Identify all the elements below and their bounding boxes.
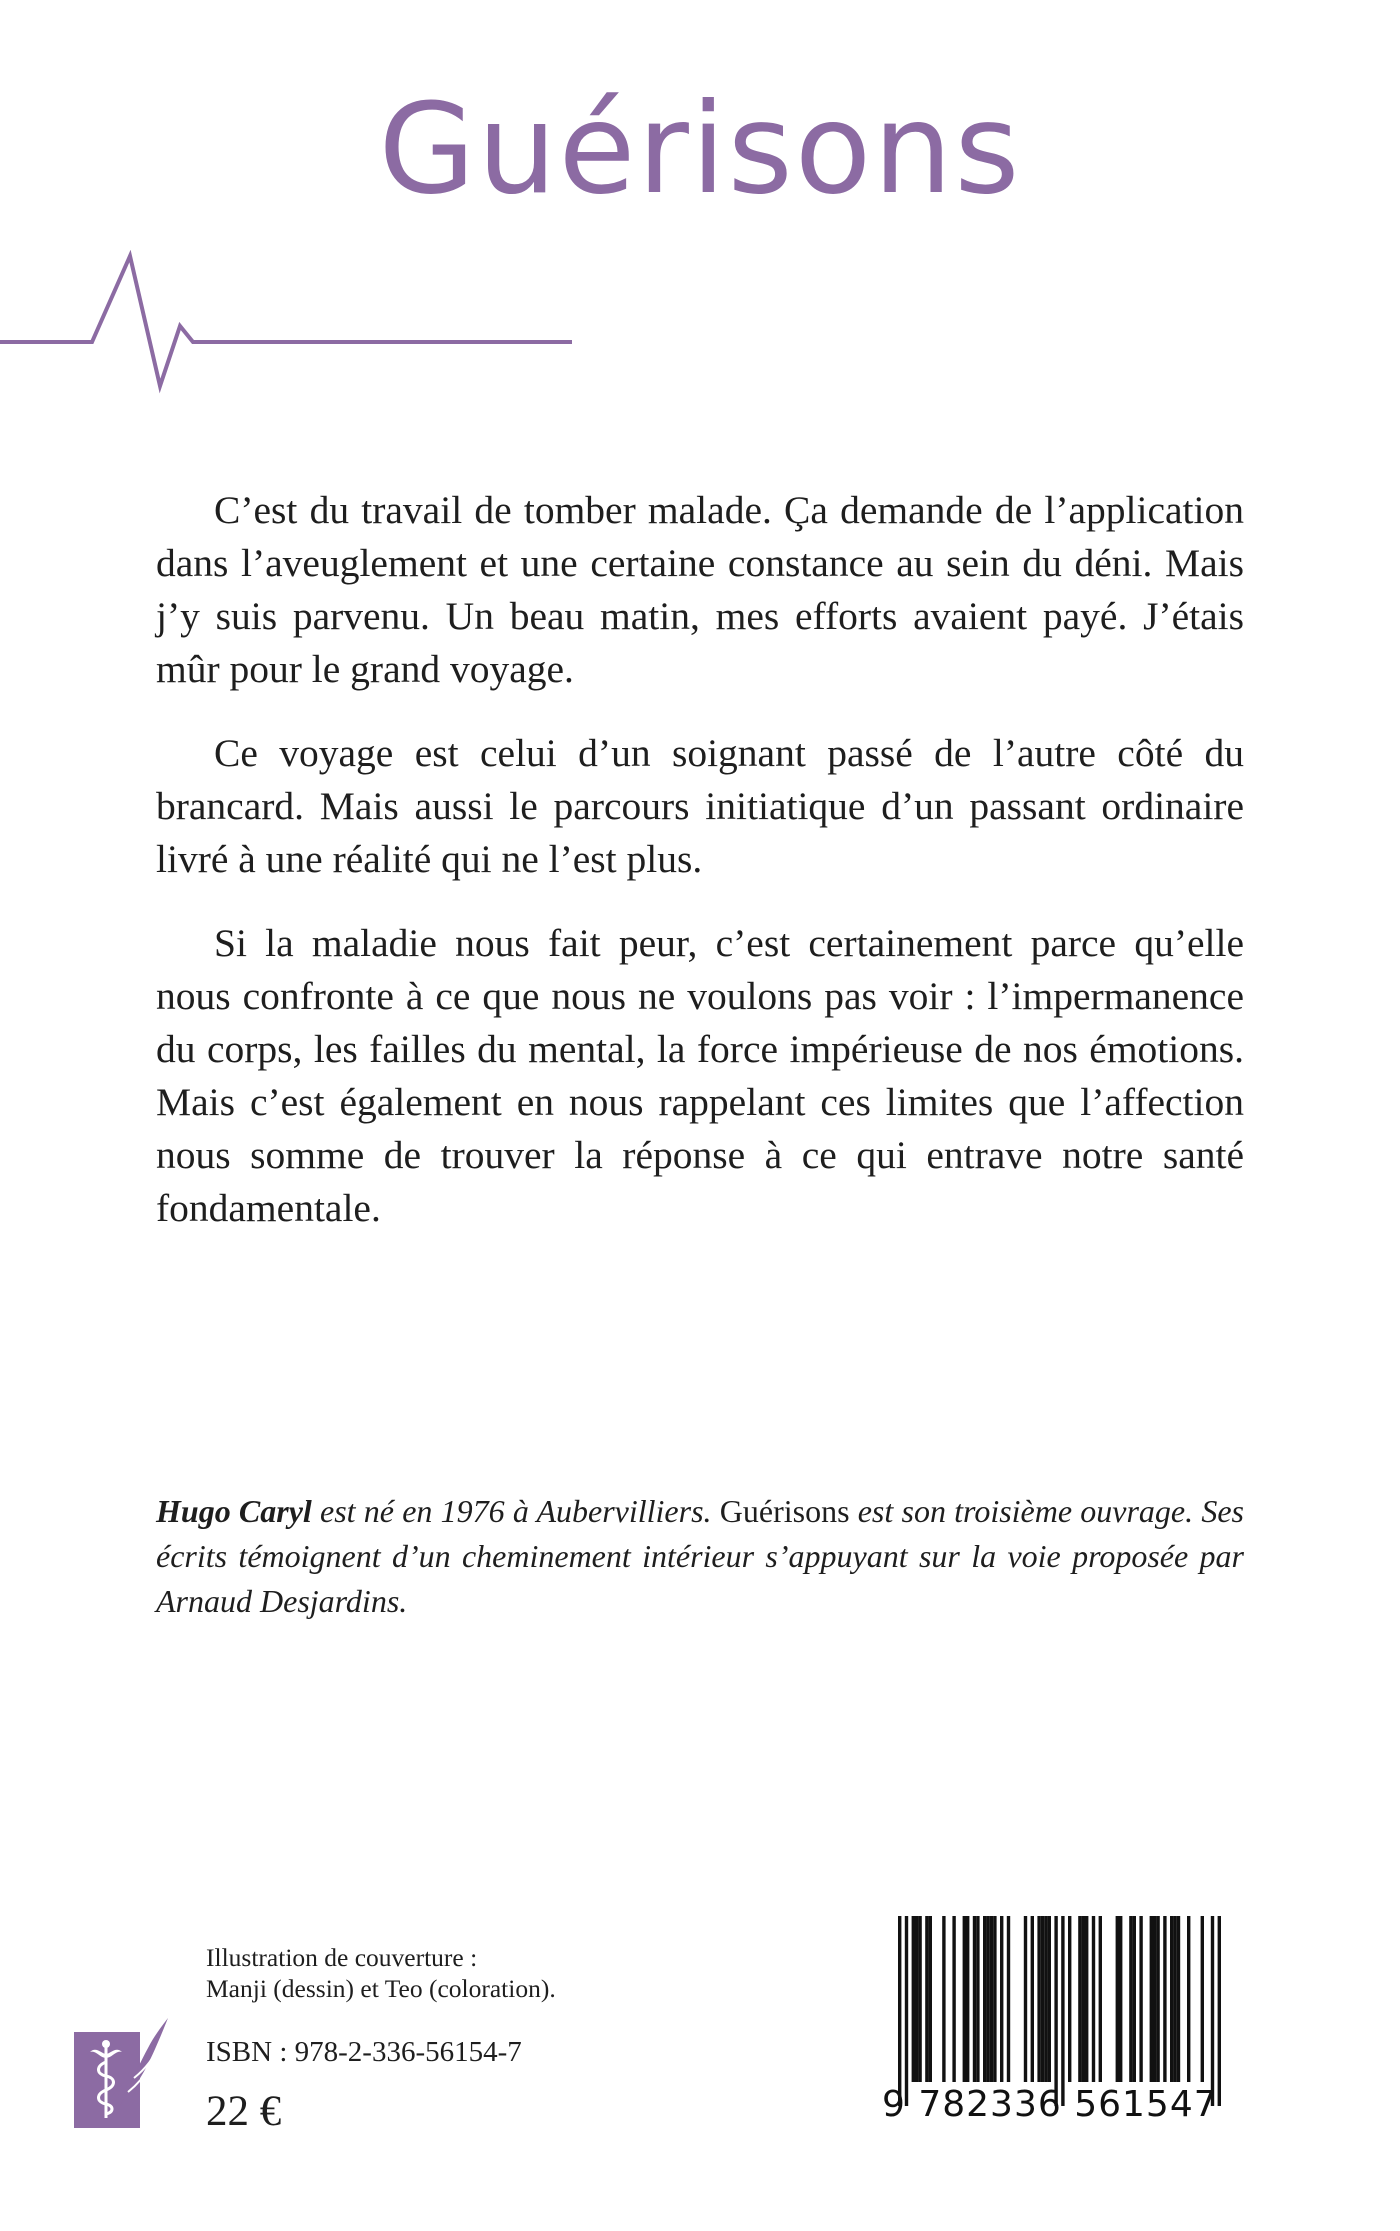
author-bio (156, 1489, 1244, 1624)
barcode-bar (1092, 1916, 1095, 2082)
barcode-bar (1153, 1916, 1156, 2082)
barcode-bar (1187, 1916, 1190, 2082)
barcode-bar (1116, 1916, 1119, 2082)
barcode-bar (929, 1916, 932, 2082)
barcode-bar (1061, 1916, 1064, 2106)
barcode-bar (1044, 1916, 1047, 2082)
isbn: ISBN : 978-2-336-56154-7 (206, 2036, 522, 2068)
barcode-bar (905, 1916, 908, 2106)
barcode-bar (1099, 1916, 1102, 2082)
barcode-bar (1170, 1916, 1173, 2082)
barcode-bar (1201, 1916, 1204, 2082)
credit-line: Illustration de couverture : (206, 1943, 478, 1972)
barcode-bar (1211, 1916, 1214, 2106)
barcode-bar (976, 1916, 979, 2082)
barcode-bar (952, 1916, 955, 2082)
barcode-bar (1150, 1916, 1153, 2082)
barcode-bar (1048, 1916, 1051, 2082)
bio-book-title: Guérisons (719, 1493, 850, 1529)
credit-line: Manji (dessin) et Teo (coloration). (206, 1974, 556, 2003)
barcode-bar (1129, 1916, 1132, 2082)
price: 22 € (206, 2088, 282, 2135)
barcode-bar (1054, 1916, 1057, 2106)
barcode-bar (1173, 1916, 1176, 2082)
barcode-bar (986, 1916, 989, 2082)
caduceus-quill-logo-icon (74, 2018, 168, 2128)
barcode-bar (925, 1916, 928, 2082)
barcode-bar (915, 1916, 918, 2082)
bio-text: est son troisième ouvrage. Ses écrits témoignent d’un cheminement intérieur s’appuyant sur la voie proposée par Arnaud Desjardins. (156, 1493, 1245, 1619)
barcode-bar (1156, 1916, 1159, 2082)
barcode-bar (990, 1916, 993, 2082)
barcode-bar (1085, 1916, 1088, 2082)
barcode-bar (983, 1916, 986, 2082)
barcode-bar (1139, 1916, 1142, 2082)
barcode-bar (1031, 1916, 1034, 2082)
summary-paragraph: C’est du travail de tomber malade. Ça demande de l’application dans l’aveuglement et une certaine constance au sein du déni. Mais j’y suis parvenu. Un beau matin, mes efforts avaient payé. J’étais mûr pour le grand voyage. (156, 488, 1244, 691)
barcode-bar (1000, 1916, 1003, 2082)
barcode-bar (912, 1916, 915, 2082)
barcode-bar (1041, 1916, 1044, 2082)
barcode-digits: 9 782336 561547 (882, 2084, 1218, 2125)
cover-credit (206, 1942, 556, 2004)
barcode-bar (1037, 1916, 1040, 2082)
barcode-bar (1068, 1916, 1071, 2082)
summary-paragraph: Ce voyage est celui d’un soignant passé de l’autre côté du brancard. Mais aussi le parcours initiatique d’un passant ordinaire livré à une réalité qui ne l’est plus. (156, 731, 1244, 881)
book-title: Guérisons (378, 77, 1022, 222)
bio-text: est né en 1976 à Aubervilliers. (311, 1493, 720, 1529)
barcode-bar (1024, 1916, 1027, 2082)
barcode-bar (1082, 1916, 1085, 2082)
barcode-bar (1078, 1916, 1081, 2082)
barcode-bar (973, 1916, 976, 2082)
author-name: Hugo Caryl (156, 1493, 312, 1529)
barcode-bar (966, 1916, 969, 2082)
barcode-bar (1163, 1916, 1166, 2082)
barcode-bar (993, 1916, 996, 2082)
barcode-bar (942, 1916, 945, 2082)
barcode-bar (1007, 1916, 1010, 2082)
back-cover-summary (156, 484, 1244, 1266)
barcode-bar (1218, 1916, 1221, 2106)
barcode-bar (1119, 1916, 1122, 2082)
heartbeat-pulse-icon (0, 250, 580, 400)
barcode-bar (1133, 1916, 1136, 2082)
barcode-bar (918, 1916, 921, 2082)
barcode-bar (898, 1916, 901, 2106)
barcode-bar (963, 1916, 966, 2082)
summary-paragraph: Si la maladie nous fait peur, c’est certainement parce qu’elle nous confronte à ce que nous ne voulons pas voir : l’impermanence du corps, les failles du mental, la force impérieuse de nos émotions. Mais c’est également en nous rappelant ces limites que l’affection nous somme de trouver la réponse à ce qui entrave notre santé fondamentale. (156, 921, 1244, 1230)
barcode-bar (1177, 1916, 1180, 2082)
